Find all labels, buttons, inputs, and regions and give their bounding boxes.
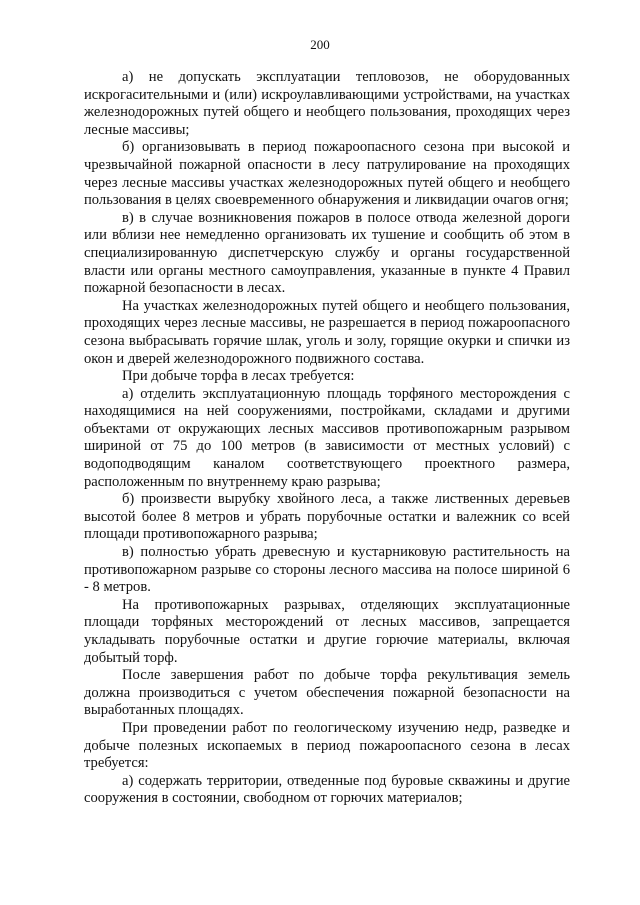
paragraph: На участках железнодорожных путей общего и необщего пользования, проходящих через лесные массивы, не разрешается в период пожароопасного сезона выбрасывать горячие шлак, уголь и золу, горящие окурки и спички из окон и дверей железнодорожного подвижного состава. xyxy=(84,297,570,367)
paragraph: в) полностью убрать древесную и кустарниковую растительность на противопожарном разрыве со стороны лесного массива на полосе шириной 6 - 8 метров. xyxy=(84,544,570,596)
document-body xyxy=(84,69,570,808)
paragraph: При проведении работ по геологическому изучению недр, разведке и добыче полезных ископаемых в период пожароопасного сезона в лесах требуется: xyxy=(84,719,570,772)
paragraph: На противопожарных разрывах, отделяющих эксплуатационные площади торфяных месторождений от лесных массивов, запрещается укладывать порубочные остатки и другие горючие материалы, включая добытый торф. xyxy=(84,596,570,666)
paragraph: б) произвести вырубку хвойного леса, а также лиственных деревьев высотой более 8 метров и убрать порубочные остатки и валежник со всей площади противопожарного разрыва; xyxy=(84,491,570,543)
paragraph: После завершения работ по добыче торфа рекультивация земель должна производиться с учетом обеспечения пожарной безопасности на выработанных площадях. xyxy=(84,667,570,719)
paragraph: При добыче торфа в лесах требуется: xyxy=(122,368,355,385)
paragraph: в) в случае возникновения пожаров в полосе отвода железной дороги или вблизи нее немедленно организовать их тушение и сообщить об этом в специализированную диспетчерскую службу и органы государственной власти или органы местного самоуправления, указанные в пункте 4 Правил пожарной безопасности в лесах. xyxy=(84,209,570,297)
page-number: 200 xyxy=(310,37,330,52)
paragraph: а) не допускать эксплуатации тепловозов, не оборудованных искрогасительными и (или) искроулавливающими устройствами, на участках железнодорожных путей общего и необщего пользования, проходящих через лесные массивы; xyxy=(84,69,570,138)
paragraph: б) организовывать в период пожароопасного сезона при высокой и чрезвычайной пожарной опасности в лесу патрулирование на проходящих через лесные массивы участках железнодорожных путей общего и необщего пользования в целях своевременного обнаружения и ликвидации очагов огня; xyxy=(84,139,570,209)
paragraph: а) содержать территории, отведенные под буровые скважины и другие сооружения в состоянии, свободном от горючих материалов; xyxy=(84,772,570,807)
paragraph: а) отделить эксплуатационную площадь торфяного месторождения с находящимися на ней сооружениями, постройками, складами и другими объектами от окружающих лесных массивов противопожарным разрывом шириной от 75 до 100 метров (в зависимости от местных условий) с водоподводящим каналом соответствующего проектного размера, расположенным по внутреннему краю разрыва; xyxy=(84,385,570,490)
